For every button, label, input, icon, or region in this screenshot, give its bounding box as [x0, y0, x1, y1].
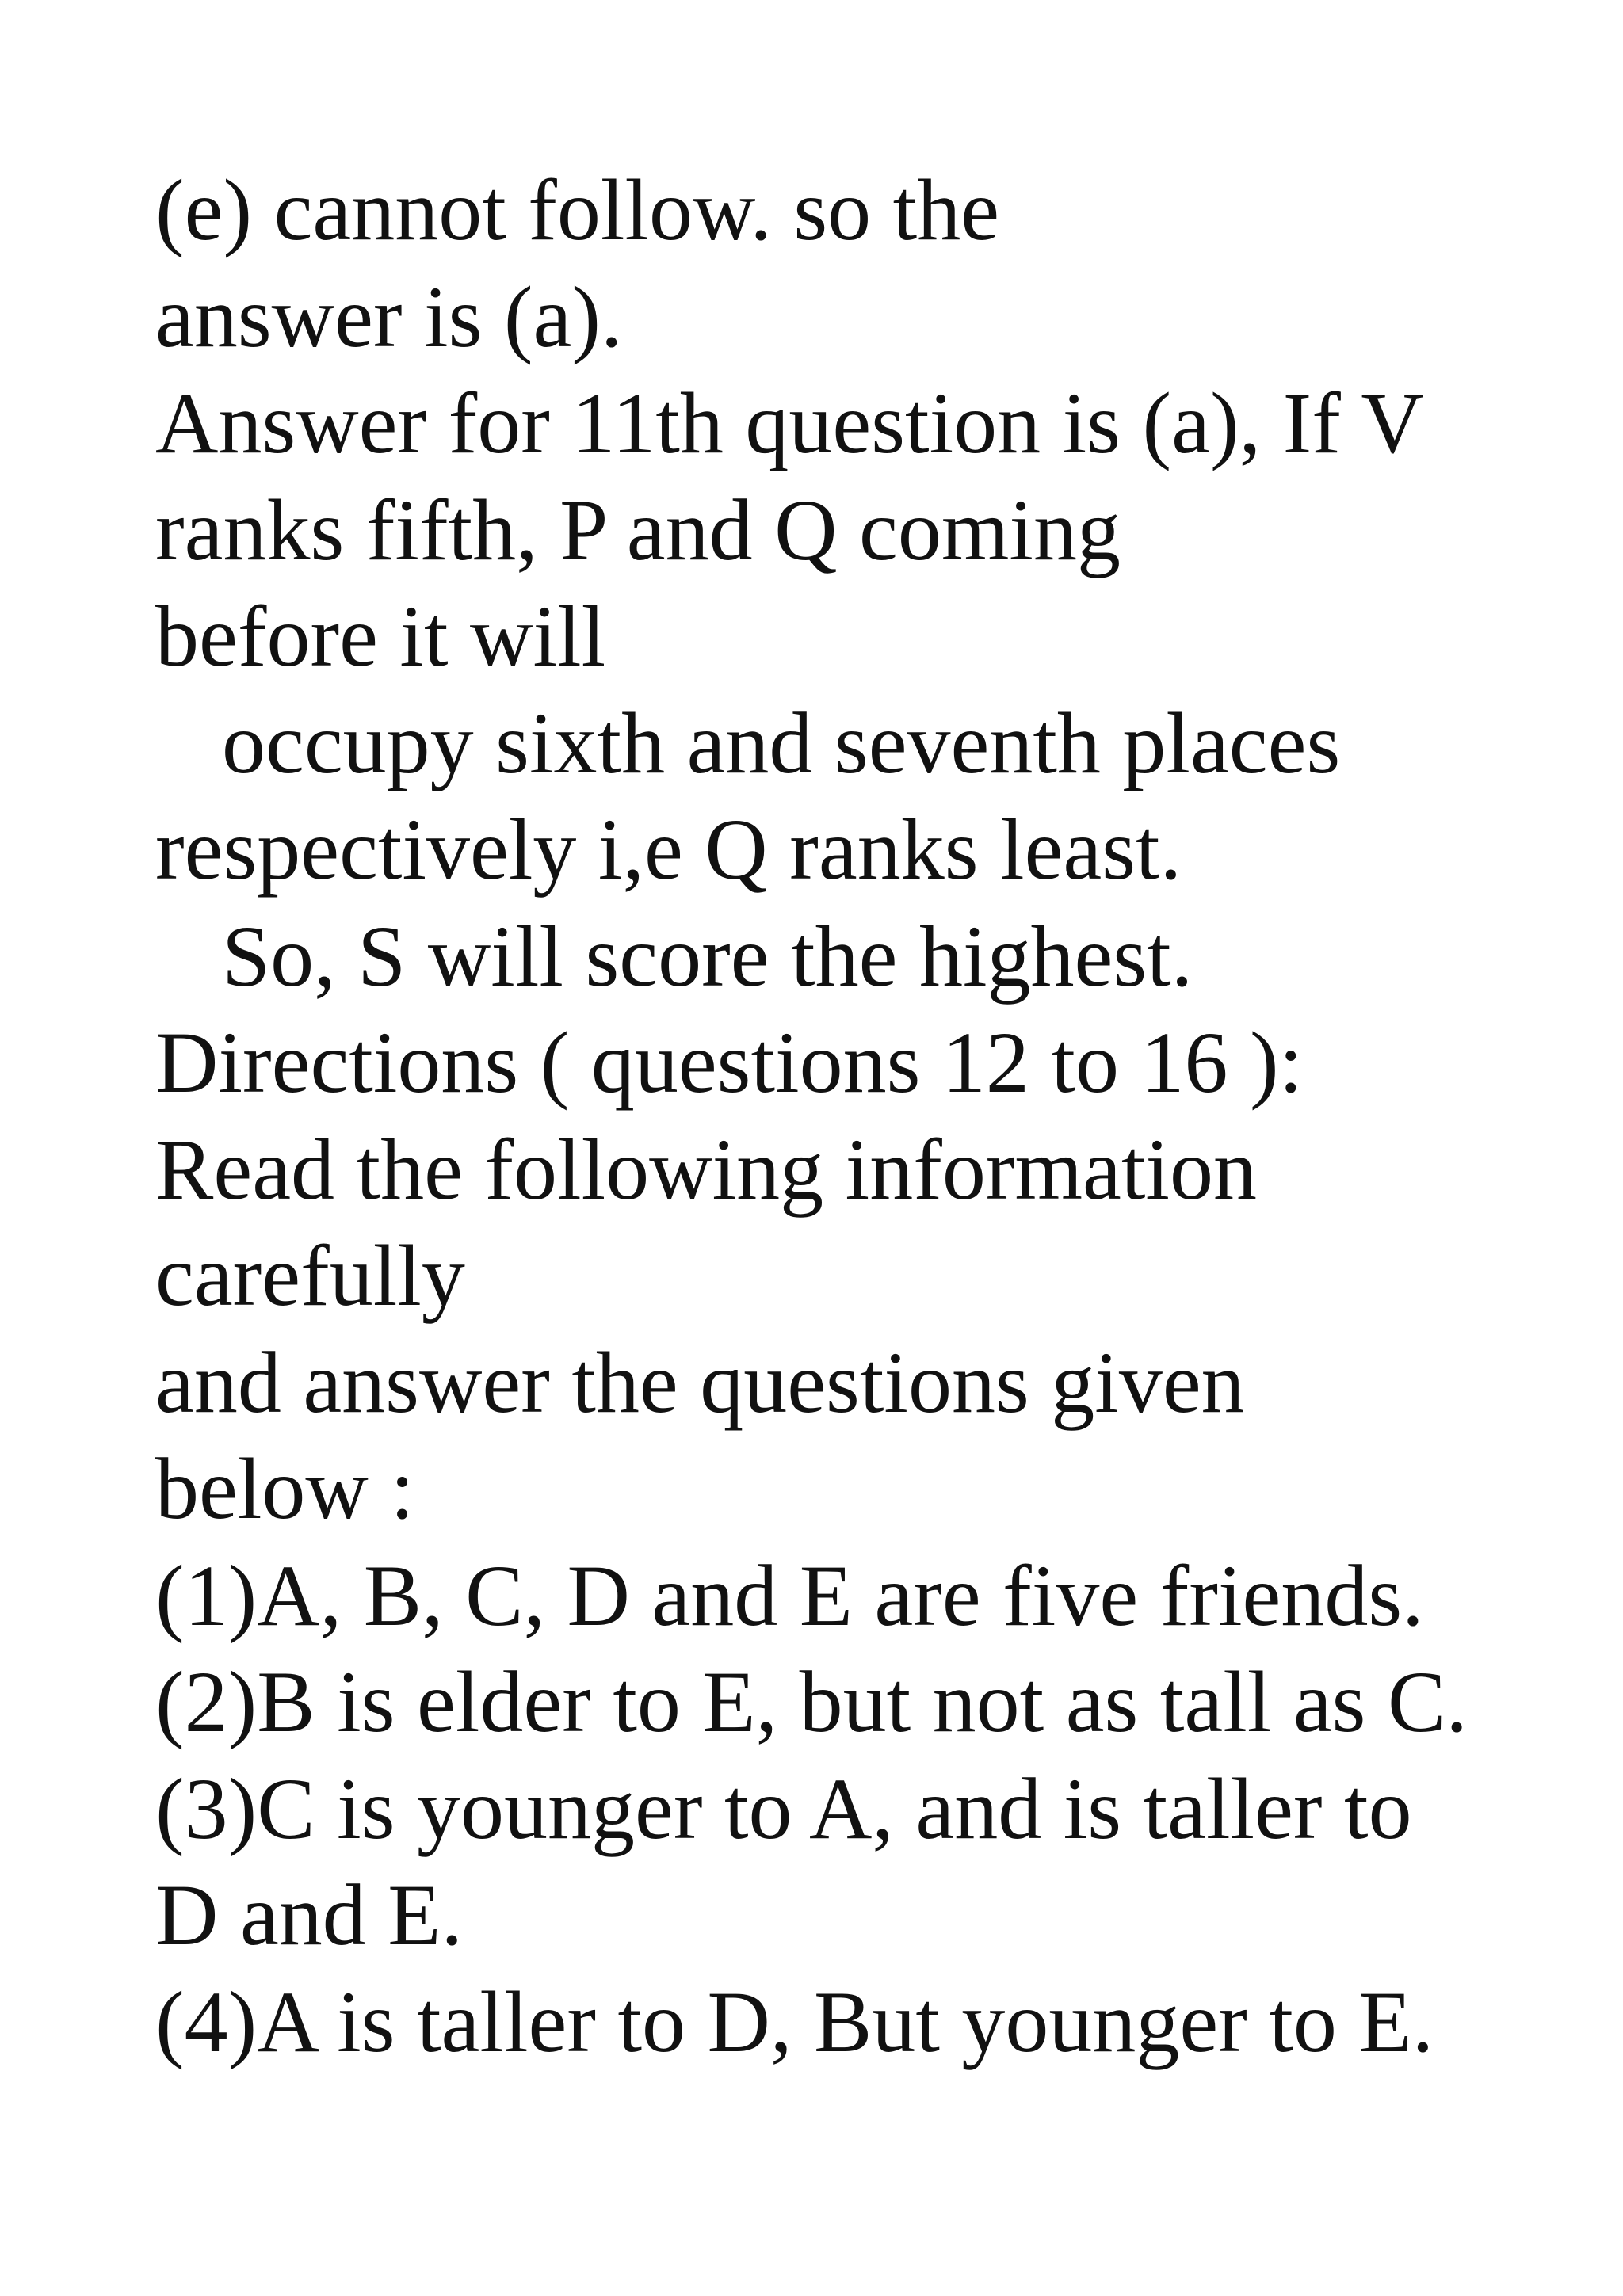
- text-line: (e) cannot follow. so the: [155, 162, 1000, 258]
- text-line: So, S will score the highest.: [222, 907, 1193, 1005]
- document-text: [155, 157, 1582, 2075]
- numbered-item: (1)A, B, C, D and E are five friends.: [155, 1547, 1424, 1644]
- text-line: below :: [155, 1440, 414, 1537]
- text-line: D and E.: [155, 1867, 463, 1963]
- section-heading: Directions ( questions 12 to 16 ):: [155, 1014, 1304, 1111]
- text-line: Answer for 11th question is (a), If V: [155, 375, 1424, 471]
- text-line: carefully: [155, 1227, 465, 1324]
- numbered-item: (3)C is younger to A, and is taller to: [155, 1760, 1412, 1857]
- text-line: before it will: [155, 588, 606, 685]
- text-line: respectively i,e Q ranks least.: [155, 801, 1182, 898]
- text-line: occupy sixth and seventh places: [222, 694, 1341, 791]
- text-line: and answer the questions given: [155, 1333, 1245, 1431]
- text-line: answer is (a).: [155, 268, 623, 365]
- numbered-item: (2)B is elder to E, but not as tall as C.: [155, 1653, 1468, 1750]
- text-line: ranks fifth, P and Q coming: [155, 481, 1121, 578]
- text-line: Read the following information: [155, 1120, 1257, 1218]
- numbered-item: (4)A is taller to D, But younger to E.: [155, 1973, 1434, 2070]
